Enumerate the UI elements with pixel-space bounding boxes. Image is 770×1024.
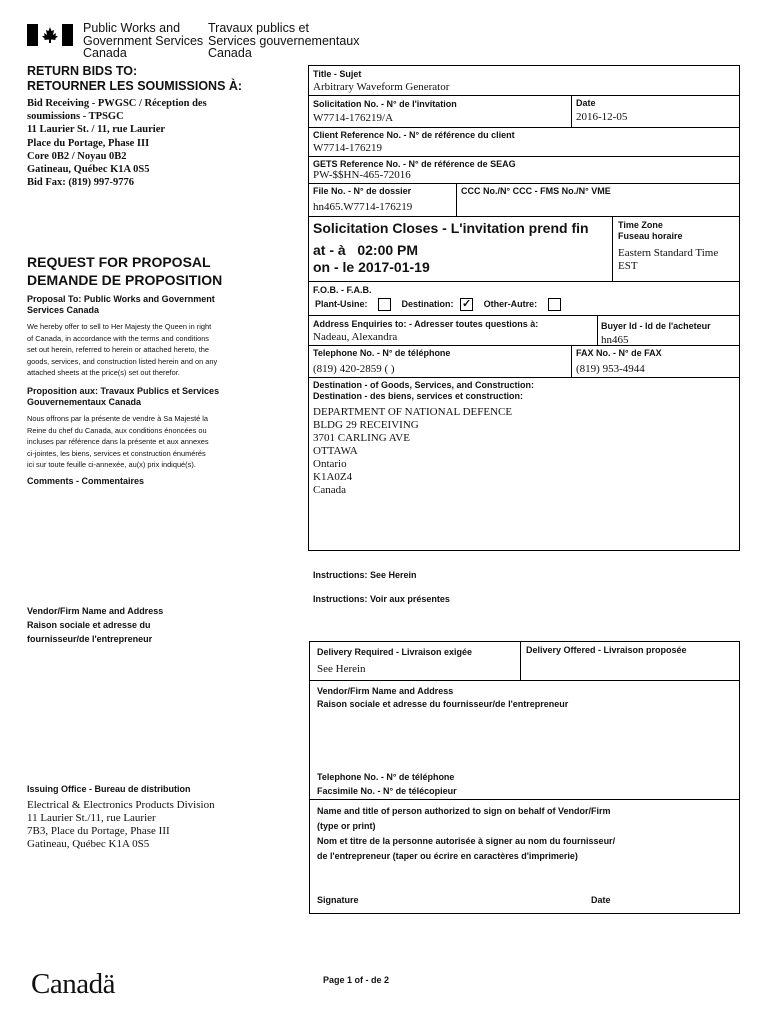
- delivery-required-value: See Herein: [317, 663, 366, 675]
- authorized-person-label: Name and title of person authorized to sign on behalf of Vendor/Firm (type or print) Nom et titre de la personne autorisée à signer au nom du fournisseur/ de l'entrepreneur (taper ou écrire en caractères d'imprimerie): [317, 806, 616, 861]
- signature-label: Signature: [317, 895, 359, 905]
- destination-address: DEPARTMENT OF NATIONAL DEFENCE BLDG 29 RECEIVING 3701 CARLING AVE OTTAWA Ontario K1A0Z4 Canada: [313, 406, 513, 496]
- ccc-no-label: CCC No./N° CCC - FMS No./N° VME: [461, 186, 611, 196]
- instructions-en: Instructions: See Herein: [313, 570, 417, 580]
- delivery-offered-label: Delivery Offered - Livraison proposée: [526, 645, 687, 655]
- comments-label: Comments - Commentaires: [27, 476, 145, 486]
- file-no-value: hn465.W7714-176219: [313, 201, 413, 213]
- proposition-aux: Proposition aux: Travaux Publics et Services Gouvernementaux Canada: [27, 386, 220, 407]
- gets-ref-label: GETS Reference No. - N° de référence de SEAG: [313, 159, 516, 169]
- vendor-firm-label: Vendor/Firm Name and Address Raison sociale et adresse du fournisseur/de l'entrepreneur: [317, 686, 569, 709]
- destination-label: Destination - of Goods, Services, and Construction: Destination - des biens, services et construction:: [313, 380, 535, 401]
- gets-ref-value: PW-$$HN-465-72016: [313, 169, 411, 181]
- rfp-title: REQUEST FOR PROPOSAL DEMANDE DE PROPOSITION: [27, 254, 223, 288]
- signature-date-label: Date: [591, 895, 611, 905]
- fob-label: F.O.B. - F.A.B.: [313, 285, 372, 295]
- client-ref-label: Client Reference No. - N° de référence du client: [313, 130, 515, 140]
- time-zone-value: Eastern Standard Time EST: [618, 247, 719, 272]
- vendor-telephone-label: Telephone No. - N° de téléphone: [317, 772, 455, 782]
- date-label: Date: [576, 98, 596, 108]
- vendor-facsimile-label: Facsimile No. - N° de télécopieur: [317, 786, 457, 796]
- department-name-en: Public Works and Government Services Canada: [83, 21, 204, 60]
- vendor-firm-label-left: Vendor/Firm Name and Address Raison sociale et adresse du fournisseur/de l'entrepreneur: [27, 606, 164, 644]
- fax-label: FAX No. - N° de FAX: [576, 348, 662, 358]
- closing-time: at - à 02:00 PM: [313, 242, 419, 258]
- return-bids-title: RETURN BIDS TO: RETOURNER LES SOUMISSIONS À:: [27, 64, 243, 93]
- proposal-text-en: We hereby offer to sell to Her Majesty the Queen in right of Canada, in accordance with the terms and conditions set out herein, referred to herein or attached hereto, the goods, services, and construction listed herein and on any attached sheets at the price(s) set out therefor.: [27, 322, 218, 378]
- title-value: Arbitrary Waveform Generator: [313, 81, 450, 93]
- fax-value: (819) 953-4944: [576, 363, 645, 375]
- buyer-id-label: Buyer Id - Id de l'acheteur: [601, 321, 711, 331]
- issuing-office-address: Electrical & Electronics Products Division 11 Laurier St./11, rue Laurier 7B3, Place du Portage, Phase III Gatineau, Québec K1A 0S5: [27, 799, 215, 850]
- solicitation-no-value: W7714-176219/A: [313, 112, 394, 124]
- return-bids-address: Bid Receiving - PWGSC / Réception des soumissions - TPSGC 11 Laurier St. / 11, rue Laurier Place du Portage, Phase III Core 0B2 / Noyau 0B2 Gatineau, Québec K1A 0S5 Bid Fax: (819) 997-9776: [27, 98, 207, 189]
- date-value: 2016-12-05: [576, 111, 628, 123]
- proposal-text-fr: Nous offrons par la présente de vendre à Sa Majesté la Reine du chef du Canada, aux conditions énoncées ou incluses par référence dans la présente et aux annexes ci-jointes, les biens, services et construction énumérés ici sur toute feuille ci-annexée, au(x) prix indiqué(s).: [27, 414, 209, 470]
- plant-checkbox[interactable]: [378, 298, 391, 311]
- issuing-office-label: Issuing Office - Bureau de distribution: [27, 784, 191, 794]
- department-name-fr: Travaux publics et Services gouvernementaux Canada: [208, 21, 360, 60]
- fob-options: Plant-Usine: Destination: ✓ Other-Autre:: [315, 298, 561, 311]
- instructions-fr: Instructions: Voir aux présentes: [313, 594, 450, 604]
- telephone-label: Telephone No. - N° de téléphone: [313, 348, 451, 358]
- other-checkbox[interactable]: [548, 298, 561, 311]
- file-no-label: File No. - N° de dossier: [313, 186, 412, 196]
- canada-flag-icon: [27, 24, 73, 46]
- client-ref-value: W7714-176219: [313, 142, 383, 154]
- proposal-to: Proposal To: Public Works and Government Services Canada: [27, 294, 215, 315]
- buyer-id-value: hn465: [601, 334, 629, 346]
- solicitation-closes-title: Solicitation Closes - L'invitation prend fin: [313, 220, 589, 236]
- closing-date: on - le 2017-01-19: [313, 259, 430, 275]
- telephone-value: (819) 420-2859 ( ): [313, 363, 395, 375]
- destination-checkbox[interactable]: ✓: [461, 298, 472, 310]
- address-enquiries-value: Nadeau, Alexandra: [313, 331, 398, 343]
- solicitation-no-label: Solicitation No. - N° de l'invitation: [313, 99, 457, 109]
- address-enquiries-label: Address Enquiries to: - Adresser toutes questions à:: [313, 319, 539, 329]
- time-zone-label: Time Zone Fuseau horaire: [618, 220, 683, 241]
- page-number: Page 1 of - de 2: [323, 975, 390, 985]
- canada-wordmark-logo: Canadä: [31, 968, 115, 1000]
- title-label: Title - Sujet: [313, 69, 362, 79]
- delivery-required-label: Delivery Required - Livraison exigée: [317, 647, 473, 657]
